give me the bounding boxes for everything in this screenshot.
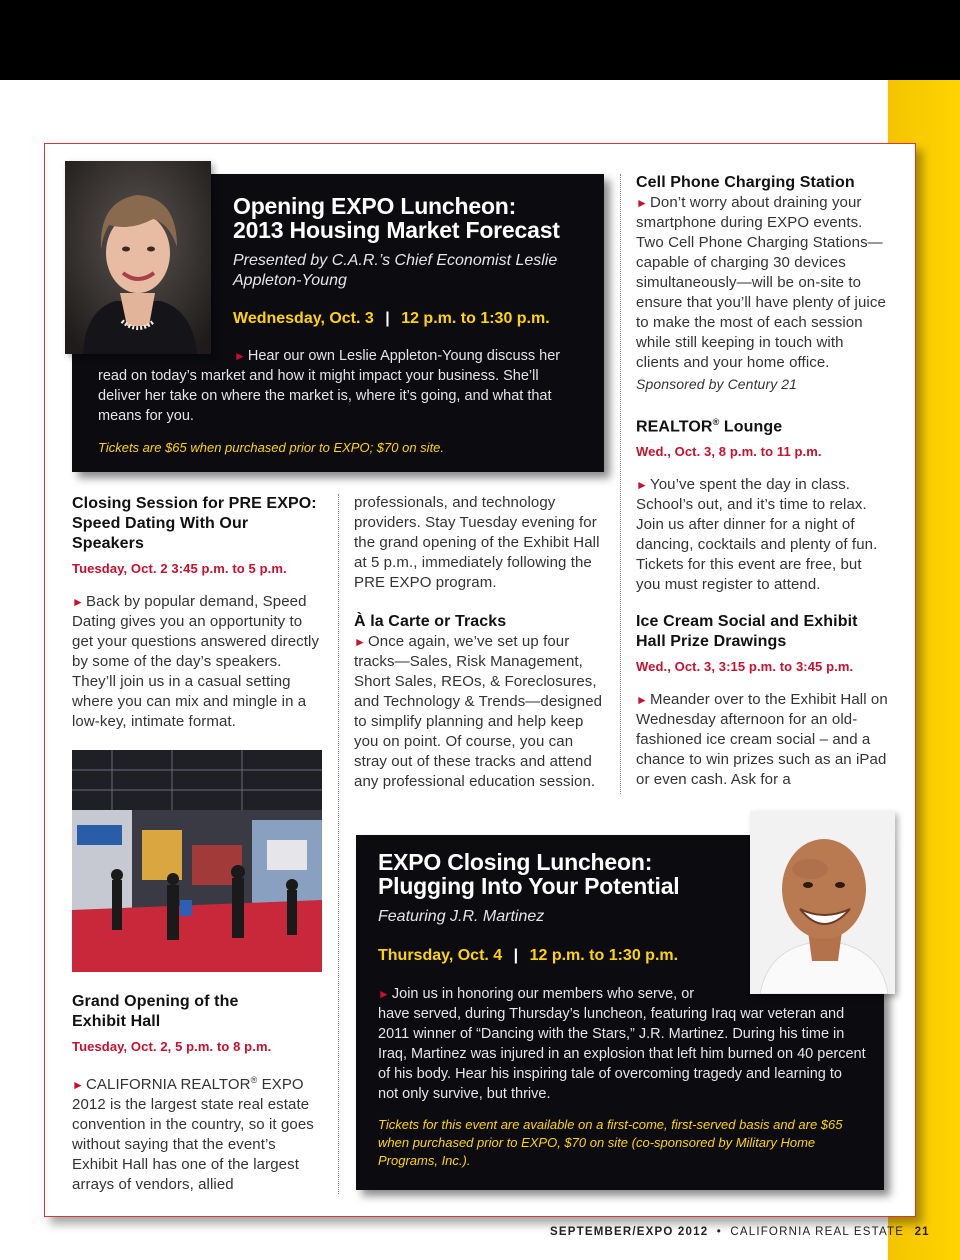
- cell-phone-section: [636, 173, 888, 394]
- cell-phone-body: Don’t worry about draining your smartphone during EXPO events. Two Cell Phone Charging Stations—capable of charging 30 devices simultaneously—will be on-site to ensure that you’ll have plenty of juice to make the most of each session while still keeping in touch with clients and your home office.: [636, 194, 886, 371]
- closing-luncheon-title-2: Plugging Into Your Potential: [378, 873, 680, 899]
- grand-opening-body-start: CALIFORNIA REALTOR: [85, 1076, 251, 1093]
- ice-cream-date: Wed., Oct. 3, 3:15 p.m. to 3:45 p.m.: [636, 659, 854, 674]
- closing-session-date: Tuesday, Oct. 2 3:45 p.m. to 5 p.m.: [72, 561, 287, 576]
- ice-cream-section: [636, 612, 888, 790]
- top-black-bar: [0, 0, 960, 80]
- opening-luncheon-body-2: read on today’s market and how it might impact your business. She’ll: [98, 368, 539, 384]
- arrow-icon: ►: [72, 595, 84, 609]
- arrow-icon: ►: [354, 635, 366, 649]
- arrow-icon: ►: [378, 987, 390, 1001]
- opening-luncheon-body-1: Hear our own Leslie Appleton-Young discuss her: [247, 348, 561, 364]
- opening-luncheon-body-4: means for you.: [98, 408, 194, 424]
- ice-cream-body: Meander over to the Exhibit Hall on Wednesday afternoon for an old-fashioned ice cream social – and a chance to win prizes such as an iPad or even cash. Ask for a: [636, 691, 888, 788]
- arrow-icon: ►: [636, 478, 648, 493]
- closing-luncheon-title-1: EXPO Closing Luncheon:: [378, 849, 653, 875]
- realtor-lounge-date: Wed., Oct. 3, 8 p.m. to 11 p.m.: [636, 444, 822, 460]
- closing-luncheon-body: [378, 984, 866, 1104]
- closing-luncheon-tickets: Tickets for this event are available on a first-come, first-served basis and are $65 when purchased prior to EXPO, $70 on site (co-sponsored by Military Home Programs, Inc.).: [378, 1117, 843, 1168]
- column-divider: [338, 494, 339, 1194]
- opening-luncheon-body-3: deliver her take on where the market is, where it’s going, and what that: [98, 388, 552, 404]
- grand-opening-date: Tuesday, Oct. 2, 5 p.m. to 8 p.m.: [72, 1039, 272, 1054]
- opening-luncheon-presenter-1: Presented by C.A.R.’s Chief Economist Leslie: [233, 252, 558, 269]
- grand-opening-body: EXPO 2012 is the largest state real estate convention in the country, so it goes without saying that the event’s Exhibit Hall has one of the largest arrays of vendors, allied: [72, 1076, 314, 1193]
- arrow-icon: ►: [72, 1078, 84, 1092]
- cell-phone-sponsor: Sponsored by Century 21: [636, 376, 798, 392]
- closing-session-heading: Closing Session for PRE EXPO: Speed Dating With Our Speakers: [72, 495, 317, 552]
- realtor-lounge-body: You’ve spent the day in class. School’s out, and it’s time to relax. Join us after dinner for a night of dancing, cocktails and plenty of fun. Tickets for this event are free, but you must register to attend.: [636, 476, 878, 594]
- registered-mark: ®: [250, 1075, 258, 1085]
- realtor-lounge-section: [636, 412, 888, 595]
- grand-opening-section: [72, 992, 324, 1195]
- footer-issue: SEPTEMBER/EXPO 2012: [550, 1226, 709, 1238]
- opening-luncheon-time: 12 p.m. to 1:30 p.m.: [401, 310, 550, 327]
- portrait-photo: [65, 161, 211, 354]
- closing-luncheon-when: [378, 947, 679, 965]
- middle-column-continued: professionals, and technology providers. Stay Tuesday evening for the grand opening of the Exhibit Hall at 5 p.m., immediately following the PRE EXPO program.: [354, 494, 600, 591]
- closing-luncheon-sep: |: [513, 947, 519, 964]
- footer-bullet: •: [716, 1226, 722, 1238]
- opening-luncheon-title-1: Opening EXPO Luncheon:: [233, 193, 517, 219]
- realtor-lounge-heading: REALTOR® Lounge: [636, 417, 783, 436]
- opening-luncheon-sep: |: [385, 310, 390, 327]
- opening-luncheon-date: Wednesday, Oct. 3: [233, 310, 374, 327]
- jr-martinez-photo: [750, 811, 895, 994]
- cell-phone-heading: Cell Phone Charging Station: [636, 174, 855, 191]
- closing-luncheon-time: 12 p.m. to 1:30 p.m.: [529, 947, 679, 964]
- column-divider: [620, 174, 621, 794]
- closing-luncheon-body-1: Join us in honoring our members who serve, or: [391, 986, 695, 1002]
- middle-column-section: [354, 493, 610, 792]
- footer-publication: CALIFORNIA REAL ESTATE: [730, 1226, 905, 1238]
- arrow-icon: ►: [636, 196, 648, 210]
- closing-session-section: [72, 494, 324, 732]
- opening-luncheon-when: [233, 310, 560, 328]
- page-footer: [550, 1226, 930, 1238]
- opening-luncheon-presenter-2: Appleton-Young: [233, 272, 347, 289]
- opening-luncheon-body: [98, 346, 588, 426]
- a-la-carte-body: Once again, we’ve set up four tracks—Sales, Risk Management, Short Sales, REOs, & Foreclosures, and Technology & Trends—designed to simplify planning and help keep you on point. Of course, you can stray out of these tracks and attend any professional education session.: [354, 633, 603, 790]
- closing-session-body: Back by popular demand, Speed Dating gives you an opportunity to get your questions answered directly by some of the day’s speakers. They’ll join us in a casual setting where you can mix and mingle in a low-key, intimate format.: [72, 593, 320, 730]
- opening-luncheon-title-2: 2013 Housing Market Forecast: [233, 217, 560, 243]
- closing-luncheon-date: Thursday, Oct. 4: [378, 947, 503, 964]
- closing-luncheon-body-rest: have served, during Thursday’s luncheon, featuring Iraq war veteran and 2011 winner of “Dancing with the Stars,” J.R. Martinez. During his time in Iraq, Martinez was injured in an explosion that left him burned on 40 percent of his body. Hear his inspiring tale of overcoming tragedy and learning to not only survive, but thrive.: [378, 1006, 866, 1102]
- exhibit-hall-photo: [72, 750, 322, 972]
- arrow-icon: ►: [234, 349, 246, 363]
- footer-page-number: 21: [914, 1226, 930, 1238]
- opening-luncheon-tickets: Tickets are $65 when purchased prior to EXPO; $70 on site.: [98, 440, 445, 455]
- arrow-icon: ►: [636, 693, 648, 707]
- closing-luncheon-featuring: Featuring J.R. Martinez: [378, 908, 545, 925]
- grand-opening-heading: Grand Opening of the Exhibit Hall: [72, 993, 239, 1030]
- ice-cream-heading: Ice Cream Social and Exhibit Hall Prize Drawings: [636, 613, 858, 650]
- a-la-carte-heading: À la Carte or Tracks: [354, 613, 507, 630]
